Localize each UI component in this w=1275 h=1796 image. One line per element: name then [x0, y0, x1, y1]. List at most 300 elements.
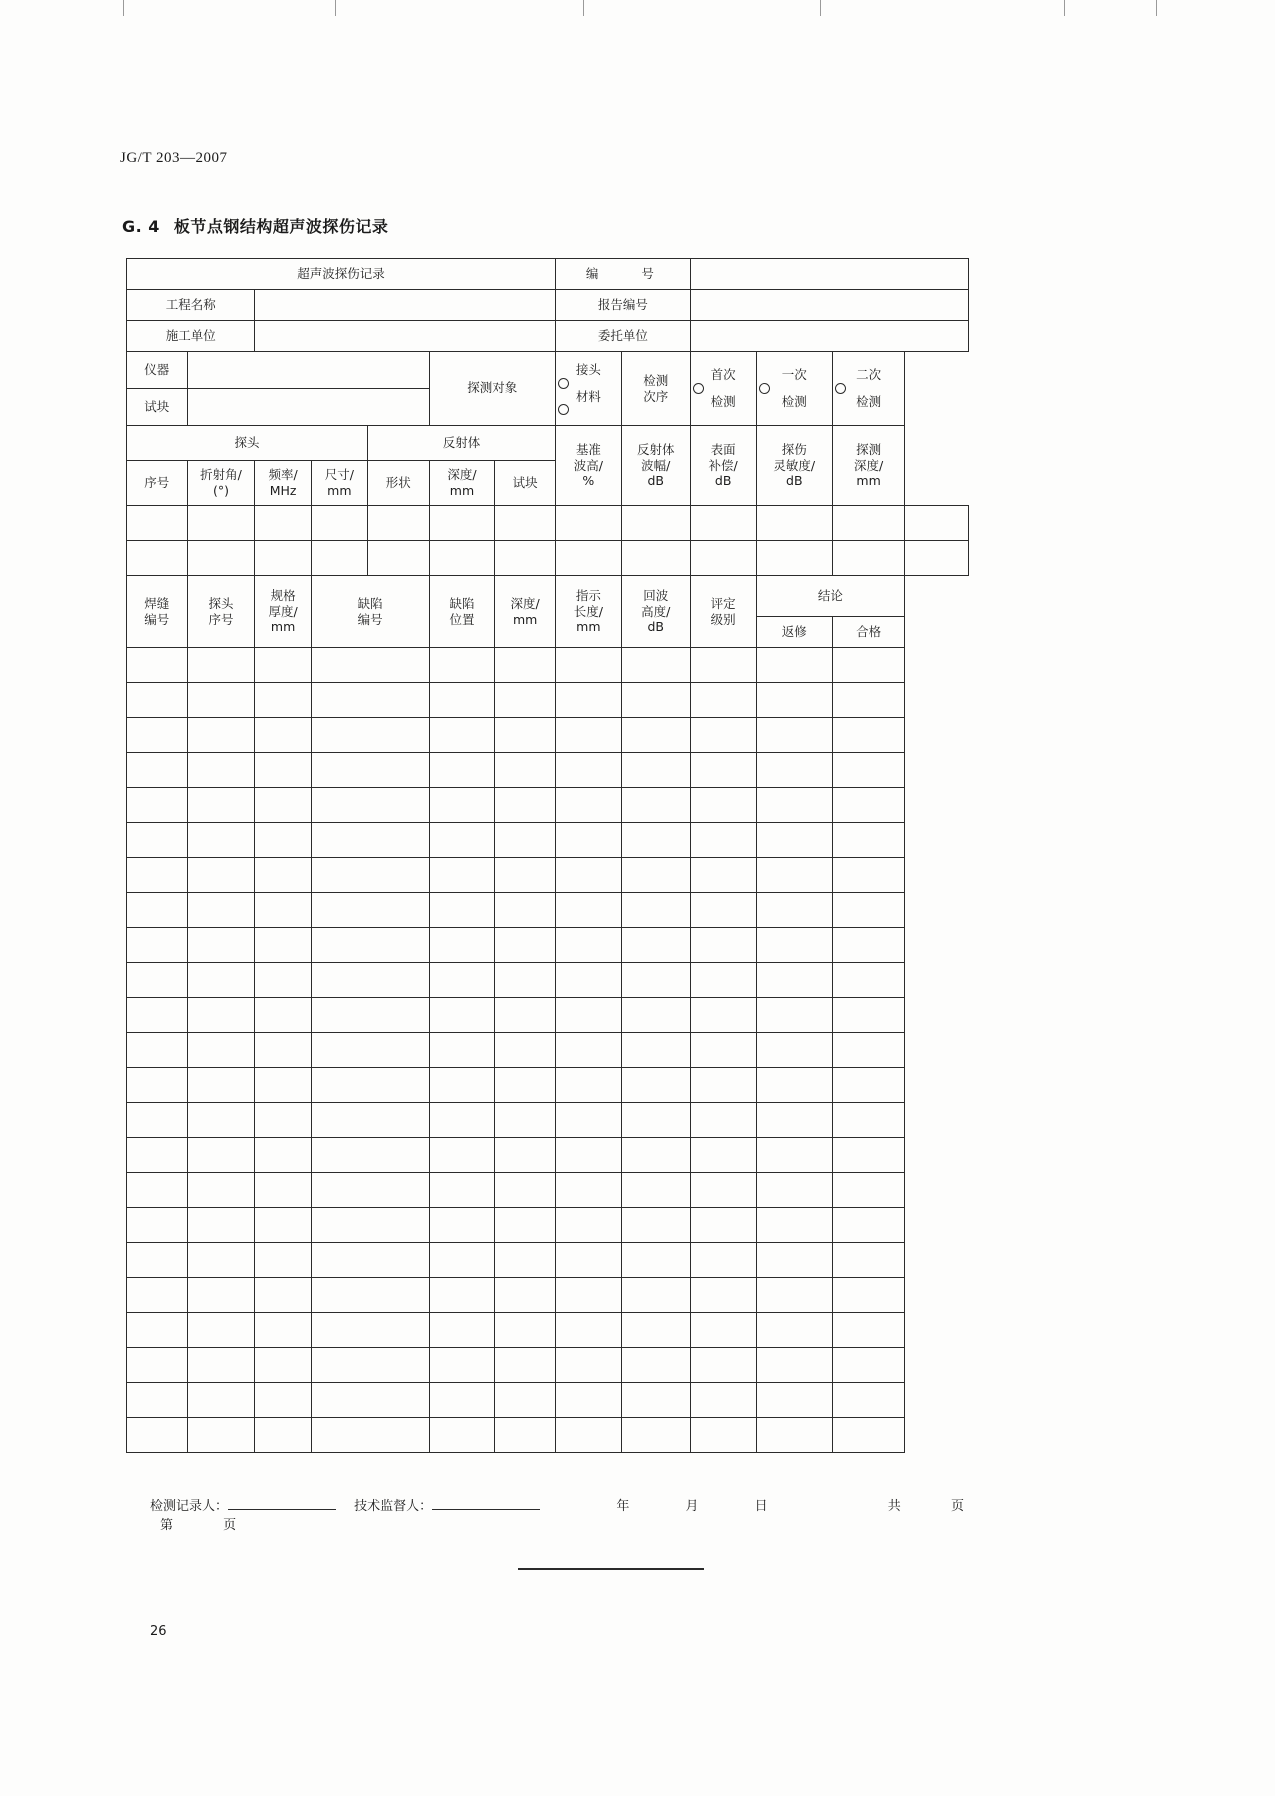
cell[interactable]: [127, 506, 188, 541]
cell[interactable]: [756, 718, 832, 753]
cell[interactable]: [690, 1313, 756, 1348]
cell[interactable]: [621, 823, 690, 858]
cell[interactable]: [429, 1278, 495, 1313]
table-row[interactable]: [127, 1208, 969, 1243]
cell[interactable]: [255, 718, 311, 753]
cell[interactable]: [255, 1103, 311, 1138]
cell[interactable]: [127, 1348, 188, 1383]
cell[interactable]: [127, 823, 188, 858]
cell[interactable]: [621, 1068, 690, 1103]
cell[interactable]: [187, 541, 255, 576]
cell[interactable]: [429, 506, 495, 541]
cell[interactable]: [127, 1138, 188, 1173]
cell[interactable]: [495, 963, 556, 998]
cell[interactable]: [187, 718, 255, 753]
cell[interactable]: [833, 963, 905, 998]
cell[interactable]: [255, 541, 311, 576]
cell[interactable]: [756, 1383, 832, 1418]
cell[interactable]: [555, 963, 621, 998]
cell[interactable]: [429, 1313, 495, 1348]
cell[interactable]: [555, 753, 621, 788]
cell[interactable]: [555, 1348, 621, 1383]
cell[interactable]: [187, 648, 255, 683]
cell[interactable]: [833, 1173, 905, 1208]
cell[interactable]: [495, 1383, 556, 1418]
cell[interactable]: [833, 928, 905, 963]
cell[interactable]: [255, 506, 311, 541]
cell[interactable]: [311, 858, 429, 893]
cell[interactable]: [127, 893, 188, 928]
cell[interactable]: [495, 1173, 556, 1208]
cell[interactable]: [621, 506, 690, 541]
cell[interactable]: [255, 963, 311, 998]
cell[interactable]: [429, 893, 495, 928]
report-no-value[interactable]: [690, 290, 968, 321]
cell[interactable]: [833, 1068, 905, 1103]
table-row[interactable]: [127, 1138, 969, 1173]
table-row[interactable]: [127, 858, 969, 893]
cell[interactable]: [187, 1348, 255, 1383]
cell[interactable]: [127, 1033, 188, 1068]
cell[interactable]: [255, 1313, 311, 1348]
cell[interactable]: [495, 858, 556, 893]
cell[interactable]: [621, 1033, 690, 1068]
table-row[interactable]: [127, 1033, 969, 1068]
cell[interactable]: [833, 788, 905, 823]
cell[interactable]: [555, 1033, 621, 1068]
cell[interactable]: [255, 1348, 311, 1383]
cell[interactable]: [905, 506, 969, 541]
cell[interactable]: [429, 1243, 495, 1278]
cell[interactable]: [621, 1208, 690, 1243]
cell[interactable]: [756, 541, 832, 576]
cell[interactable]: [756, 1243, 832, 1278]
cell[interactable]: [429, 683, 495, 718]
cell[interactable]: [690, 1383, 756, 1418]
cell[interactable]: [495, 1243, 556, 1278]
cell[interactable]: [690, 928, 756, 963]
cell[interactable]: [555, 823, 621, 858]
cell[interactable]: [621, 1313, 690, 1348]
cell[interactable]: [756, 1173, 832, 1208]
cell[interactable]: [429, 858, 495, 893]
cell[interactable]: [756, 506, 832, 541]
cell[interactable]: [429, 1033, 495, 1068]
test-block-value[interactable]: [187, 389, 429, 426]
cell[interactable]: [833, 1208, 905, 1243]
cell[interactable]: [690, 1138, 756, 1173]
cell[interactable]: [311, 718, 429, 753]
cell[interactable]: [255, 823, 311, 858]
cell[interactable]: [690, 683, 756, 718]
cell[interactable]: [756, 858, 832, 893]
cell[interactable]: [555, 1383, 621, 1418]
table-row[interactable]: [127, 963, 969, 998]
construction-unit-value[interactable]: [255, 321, 555, 352]
cell[interactable]: [495, 718, 556, 753]
cell[interactable]: [255, 1138, 311, 1173]
cell[interactable]: [255, 1383, 311, 1418]
cell[interactable]: [555, 1068, 621, 1103]
cell[interactable]: [495, 1208, 556, 1243]
cell[interactable]: [255, 928, 311, 963]
cell[interactable]: [127, 963, 188, 998]
cell[interactable]: [429, 1208, 495, 1243]
cell[interactable]: [555, 1278, 621, 1313]
cell[interactable]: [311, 1383, 429, 1418]
cell[interactable]: [833, 1383, 905, 1418]
cell[interactable]: [555, 1103, 621, 1138]
cell[interactable]: [756, 963, 832, 998]
cell[interactable]: [555, 541, 621, 576]
cell[interactable]: [756, 1348, 832, 1383]
cell[interactable]: [311, 963, 429, 998]
cell[interactable]: [429, 1348, 495, 1383]
cell[interactable]: [255, 998, 311, 1033]
cell[interactable]: [311, 648, 429, 683]
cell[interactable]: [127, 683, 188, 718]
cell[interactable]: [311, 1103, 429, 1138]
cell[interactable]: [621, 893, 690, 928]
cell[interactable]: [756, 1313, 832, 1348]
cell[interactable]: [756, 683, 832, 718]
cell[interactable]: [555, 506, 621, 541]
table-row[interactable]: [127, 1348, 969, 1383]
cell[interactable]: [690, 998, 756, 1033]
cell[interactable]: [187, 1313, 255, 1348]
cell[interactable]: [756, 648, 832, 683]
cell[interactable]: [311, 541, 367, 576]
cell[interactable]: [311, 1418, 429, 1453]
table-row[interactable]: [127, 1383, 969, 1418]
cell[interactable]: [187, 506, 255, 541]
cell[interactable]: [127, 858, 188, 893]
cell[interactable]: [690, 1033, 756, 1068]
cell[interactable]: [429, 1103, 495, 1138]
cell[interactable]: [756, 1068, 832, 1103]
cell[interactable]: [833, 753, 905, 788]
table-row[interactable]: [127, 928, 969, 963]
cell[interactable]: [621, 1103, 690, 1138]
cell[interactable]: [621, 788, 690, 823]
cell[interactable]: [833, 648, 905, 683]
cell[interactable]: [255, 683, 311, 718]
cell[interactable]: [187, 1138, 255, 1173]
cell[interactable]: [621, 998, 690, 1033]
cell[interactable]: [127, 753, 188, 788]
cell[interactable]: [833, 858, 905, 893]
cell[interactable]: [833, 1033, 905, 1068]
number-value-cell[interactable]: [690, 259, 968, 290]
twice-circle-icon[interactable]: [835, 383, 846, 394]
table-row[interactable]: [127, 1103, 969, 1138]
cell[interactable]: [756, 1033, 832, 1068]
table-row[interactable]: [127, 506, 969, 541]
cell[interactable]: [311, 506, 367, 541]
cell[interactable]: [255, 788, 311, 823]
cell[interactable]: [127, 1068, 188, 1103]
cell[interactable]: [690, 1173, 756, 1208]
cell[interactable]: [429, 928, 495, 963]
cell[interactable]: [127, 998, 188, 1033]
cell[interactable]: [495, 1278, 556, 1313]
cell[interactable]: [756, 823, 832, 858]
instrument-value[interactable]: [187, 352, 429, 389]
cell[interactable]: [690, 858, 756, 893]
client-unit-value[interactable]: [690, 321, 968, 352]
cell[interactable]: [429, 998, 495, 1033]
cell[interactable]: [555, 1313, 621, 1348]
cell[interactable]: [429, 1418, 495, 1453]
once-circle-icon[interactable]: [759, 383, 770, 394]
cell[interactable]: [690, 1278, 756, 1313]
cell[interactable]: [127, 1383, 188, 1418]
cell[interactable]: [429, 718, 495, 753]
cell[interactable]: [555, 1208, 621, 1243]
cell[interactable]: [429, 541, 495, 576]
cell[interactable]: [833, 718, 905, 753]
cell[interactable]: [555, 928, 621, 963]
cell[interactable]: [311, 1313, 429, 1348]
cell[interactable]: [833, 1138, 905, 1173]
cell[interactable]: [690, 1068, 756, 1103]
cell[interactable]: [495, 683, 556, 718]
cell[interactable]: [833, 1418, 905, 1453]
cell[interactable]: [311, 1138, 429, 1173]
cell[interactable]: [127, 1103, 188, 1138]
cell[interactable]: [495, 928, 556, 963]
cell[interactable]: [621, 1278, 690, 1313]
cell[interactable]: [495, 541, 556, 576]
cell[interactable]: [495, 788, 556, 823]
cell[interactable]: [690, 823, 756, 858]
cell[interactable]: [187, 683, 255, 718]
cell[interactable]: [429, 1383, 495, 1418]
cell[interactable]: [127, 1243, 188, 1278]
cell[interactable]: [905, 541, 969, 576]
cell[interactable]: [833, 1243, 905, 1278]
cell[interactable]: [756, 998, 832, 1033]
cell[interactable]: [495, 1103, 556, 1138]
table-row[interactable]: [127, 788, 969, 823]
cell[interactable]: [621, 1383, 690, 1418]
cell[interactable]: [495, 753, 556, 788]
cell[interactable]: [127, 1173, 188, 1208]
cell[interactable]: [187, 788, 255, 823]
cell[interactable]: [429, 753, 495, 788]
table-row[interactable]: [127, 1173, 969, 1208]
table-row[interactable]: [127, 1068, 969, 1103]
cell[interactable]: [187, 823, 255, 858]
cell[interactable]: [495, 1313, 556, 1348]
cell[interactable]: [690, 1348, 756, 1383]
cell[interactable]: [495, 506, 556, 541]
cell[interactable]: [555, 858, 621, 893]
cell[interactable]: [833, 998, 905, 1033]
cell[interactable]: [311, 753, 429, 788]
cell[interactable]: [555, 788, 621, 823]
first-circle-icon[interactable]: [693, 383, 704, 394]
cell[interactable]: [690, 753, 756, 788]
cell[interactable]: [621, 1348, 690, 1383]
table-row[interactable]: [127, 998, 969, 1033]
cell[interactable]: [690, 1208, 756, 1243]
cell[interactable]: [127, 788, 188, 823]
cell[interactable]: [833, 541, 905, 576]
cell[interactable]: [621, 963, 690, 998]
cell[interactable]: [187, 1383, 255, 1418]
cell[interactable]: [621, 858, 690, 893]
cell[interactable]: [621, 1243, 690, 1278]
cell[interactable]: [690, 541, 756, 576]
cell[interactable]: [621, 541, 690, 576]
table-row[interactable]: [127, 1278, 969, 1313]
cell[interactable]: [555, 1243, 621, 1278]
cell[interactable]: [311, 998, 429, 1033]
cell[interactable]: [311, 893, 429, 928]
table-row[interactable]: [127, 683, 969, 718]
cell[interactable]: [555, 998, 621, 1033]
cell[interactable]: [555, 648, 621, 683]
cell[interactable]: [690, 1103, 756, 1138]
project-name-value[interactable]: [255, 290, 555, 321]
cell[interactable]: [555, 683, 621, 718]
table-row[interactable]: [127, 823, 969, 858]
cell[interactable]: [621, 648, 690, 683]
cell[interactable]: [187, 928, 255, 963]
cell[interactable]: [756, 1418, 832, 1453]
cell[interactable]: [495, 648, 556, 683]
once-test-cell[interactable]: 一次 检测: [756, 352, 832, 426]
cell[interactable]: [255, 1278, 311, 1313]
cell[interactable]: [127, 928, 188, 963]
cell[interactable]: [127, 648, 188, 683]
cell[interactable]: [311, 823, 429, 858]
joint-circle-icon[interactable]: [558, 378, 569, 389]
cell[interactable]: [187, 1243, 255, 1278]
cell[interactable]: [495, 1418, 556, 1453]
cell[interactable]: [255, 1173, 311, 1208]
cell[interactable]: [833, 683, 905, 718]
cell[interactable]: [187, 1103, 255, 1138]
material-circle-icon[interactable]: [558, 404, 569, 415]
cell[interactable]: [255, 858, 311, 893]
supervisor-input[interactable]: [432, 1495, 540, 1510]
cell[interactable]: [255, 1033, 311, 1068]
cell[interactable]: [833, 1103, 905, 1138]
cell[interactable]: [756, 1103, 832, 1138]
cell[interactable]: [187, 963, 255, 998]
cell[interactable]: [833, 823, 905, 858]
cell[interactable]: [833, 1313, 905, 1348]
cell[interactable]: [621, 753, 690, 788]
table-row[interactable]: [127, 753, 969, 788]
cell[interactable]: [555, 1173, 621, 1208]
table-row[interactable]: [127, 718, 969, 753]
cell[interactable]: [690, 788, 756, 823]
cell[interactable]: [621, 1138, 690, 1173]
cell[interactable]: [311, 788, 429, 823]
table-row[interactable]: [127, 1418, 969, 1453]
cell[interactable]: [187, 893, 255, 928]
cell[interactable]: [621, 718, 690, 753]
cell[interactable]: [555, 718, 621, 753]
cell[interactable]: [429, 1068, 495, 1103]
cell[interactable]: [255, 1243, 311, 1278]
cell[interactable]: [690, 1243, 756, 1278]
cell[interactable]: [756, 1278, 832, 1313]
table-row[interactable]: [127, 541, 969, 576]
cell[interactable]: [555, 893, 621, 928]
cell[interactable]: [756, 893, 832, 928]
table-row[interactable]: [127, 893, 969, 928]
cell[interactable]: [756, 928, 832, 963]
cell[interactable]: [127, 1313, 188, 1348]
cell[interactable]: [187, 753, 255, 788]
cell[interactable]: [311, 683, 429, 718]
cell[interactable]: [495, 998, 556, 1033]
cell[interactable]: [495, 1033, 556, 1068]
cell[interactable]: [495, 1138, 556, 1173]
cell[interactable]: [255, 753, 311, 788]
cell[interactable]: [833, 506, 905, 541]
cell[interactable]: [187, 1278, 255, 1313]
cell[interactable]: [255, 1068, 311, 1103]
cell[interactable]: [690, 963, 756, 998]
cell[interactable]: [555, 1418, 621, 1453]
cell[interactable]: [255, 1418, 311, 1453]
cell[interactable]: [429, 648, 495, 683]
cell[interactable]: [495, 893, 556, 928]
cell[interactable]: [756, 788, 832, 823]
cell[interactable]: [690, 893, 756, 928]
cell[interactable]: [621, 1173, 690, 1208]
cell[interactable]: [311, 928, 429, 963]
cell[interactable]: [311, 1173, 429, 1208]
cell[interactable]: [311, 1068, 429, 1103]
cell[interactable]: [127, 1208, 188, 1243]
cell[interactable]: [429, 823, 495, 858]
cell[interactable]: [127, 541, 188, 576]
cell[interactable]: [429, 963, 495, 998]
table-row[interactable]: [127, 1243, 969, 1278]
cell[interactable]: [187, 1173, 255, 1208]
cell[interactable]: [756, 753, 832, 788]
cell[interactable]: [756, 1208, 832, 1243]
cell[interactable]: [756, 1138, 832, 1173]
cell[interactable]: [833, 1278, 905, 1313]
cell[interactable]: [429, 1138, 495, 1173]
first-test-cell[interactable]: 首次 检测: [690, 352, 756, 426]
cell[interactable]: [187, 1033, 255, 1068]
cell[interactable]: [555, 1138, 621, 1173]
cell[interactable]: [311, 1033, 429, 1068]
cell[interactable]: [311, 1278, 429, 1313]
cell[interactable]: [127, 1418, 188, 1453]
cell[interactable]: [187, 1068, 255, 1103]
recorder-input[interactable]: [228, 1495, 336, 1510]
cell[interactable]: [255, 893, 311, 928]
table-row[interactable]: [127, 1313, 969, 1348]
cell[interactable]: [833, 893, 905, 928]
cell[interactable]: [690, 1418, 756, 1453]
cell[interactable]: [621, 683, 690, 718]
cell[interactable]: [690, 506, 756, 541]
cell[interactable]: [367, 506, 429, 541]
cell[interactable]: [495, 1348, 556, 1383]
cell[interactable]: [690, 648, 756, 683]
cell[interactable]: [429, 1173, 495, 1208]
